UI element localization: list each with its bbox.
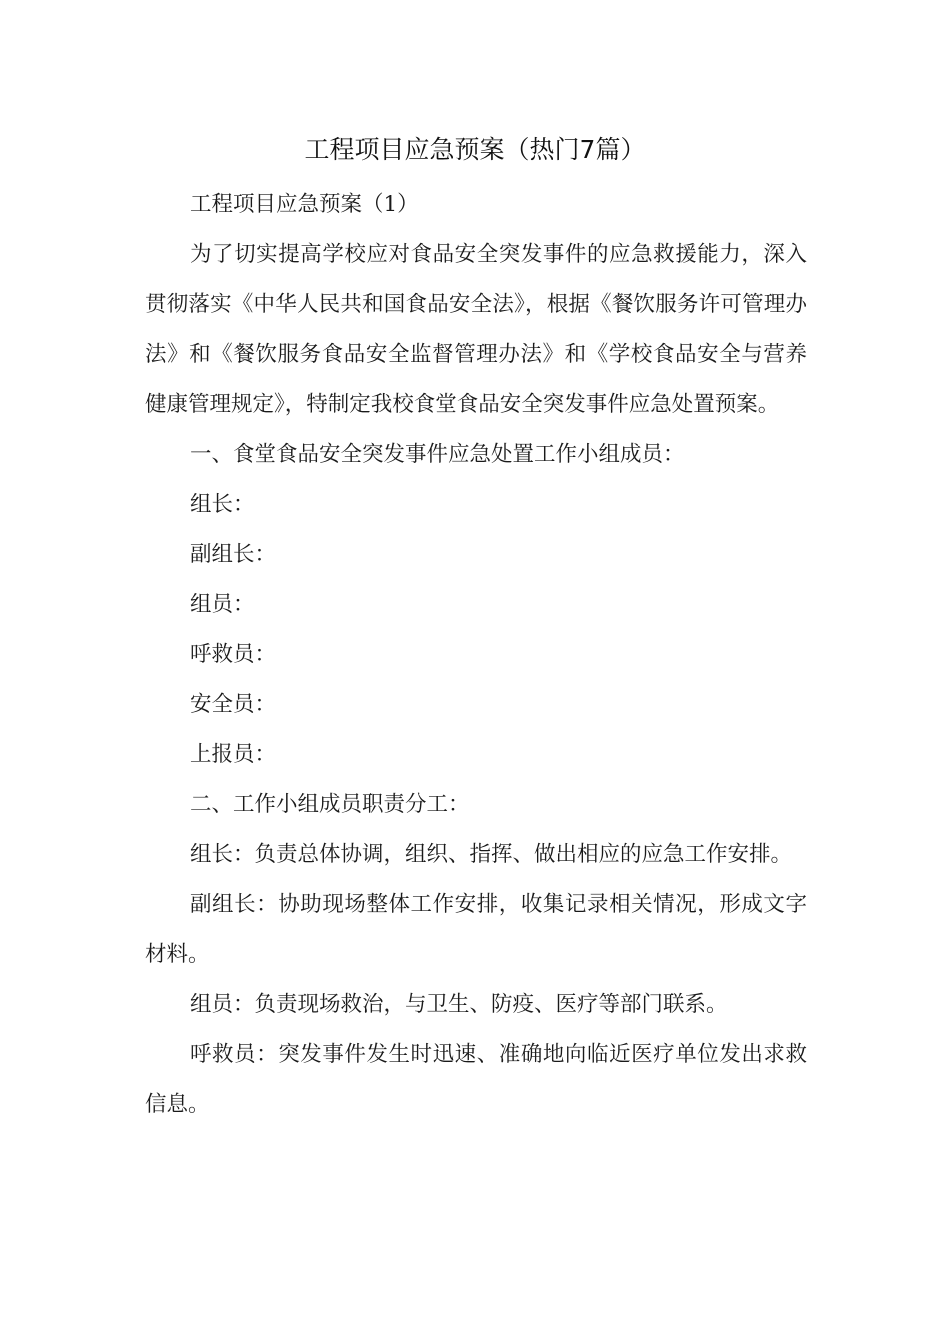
- duty-paragraph-deputy-leader: 副组长：协助现场整体工作安排，收集记录相关情况，形成文字材料。: [145, 892, 807, 967]
- intro-paragraph: 为了切实提高学校应对食品安全突发事件的应急救援能力，深入贯彻落实《中华人民共和国食品安全法》，根据《餐饮服务许可管理办法》和《餐饮服务食品安全监督管理办法》和《学校食品安全与营养健康管理规定》，特制定我校食堂食品安全突发事件应急处置预案。: [145, 242, 807, 417]
- section-heading: 工程项目应急预案（1）: [190, 192, 419, 217]
- member-line-reporter: 上报员：: [190, 742, 277, 767]
- member-line-leader: 组长：: [190, 492, 255, 517]
- part1-heading: 一、食堂食品安全突发事件应急处置工作小组成员：: [190, 442, 685, 467]
- part2-heading: 二、工作小组成员职责分工：: [190, 792, 470, 817]
- member-line-caller: 呼救员：: [190, 642, 277, 667]
- member-line-deputy-leader: 副组长：: [190, 542, 277, 567]
- member-line-member: 组员：: [190, 592, 255, 617]
- duty-paragraph-member: 组员：负责现场救治，与卫生、防疫、医疗等部门联系。: [190, 992, 728, 1017]
- document-body: [145, 180, 807, 1130]
- member-line-safety-officer: 安全员：: [190, 692, 277, 717]
- duty-paragraph-caller: 呼救员：突发事件发生时迅速、准确地向临近医疗单位发出求救信息。: [145, 1042, 807, 1117]
- document-title: 工程项目应急预案（热门7篇）: [304, 135, 646, 164]
- duty-paragraph-leader: 组长：负责总体协调，组织、指挥、做出相应的应急工作安排。: [190, 842, 793, 867]
